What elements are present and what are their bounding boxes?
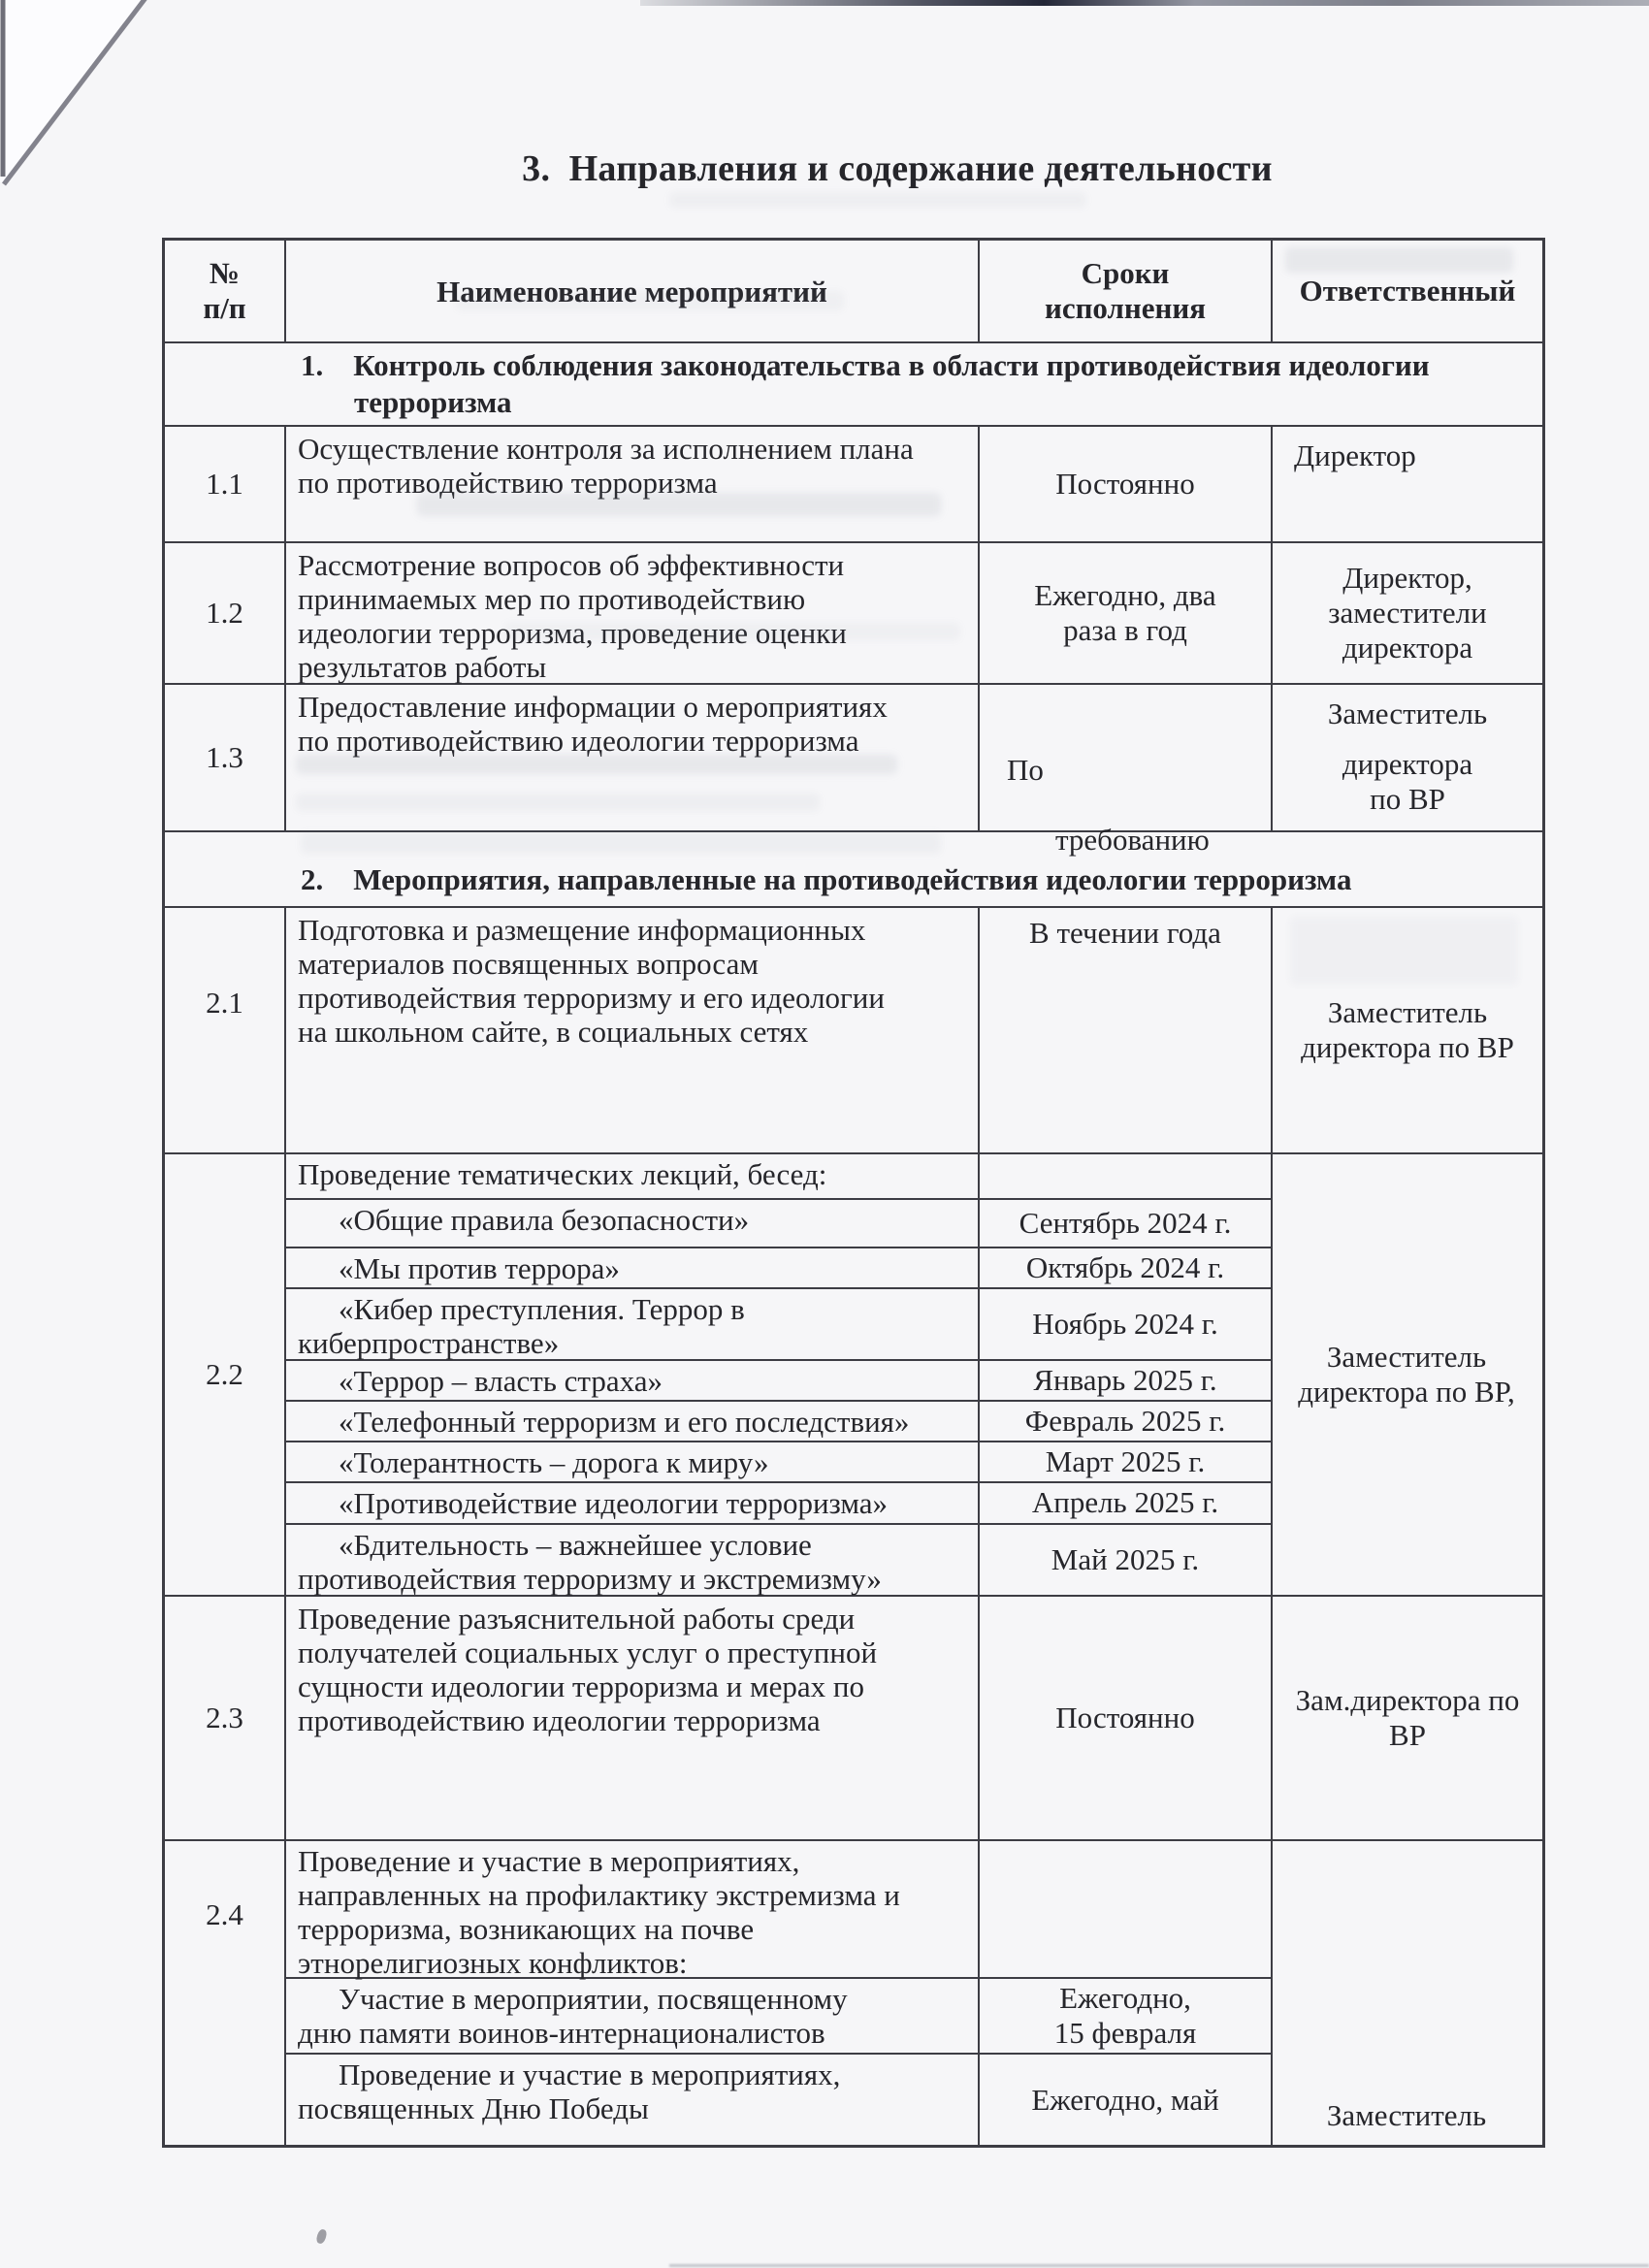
row-2-4-events-block bbox=[286, 1841, 1271, 2145]
row-1-2-term: Ежегодно, два раза в год bbox=[1034, 578, 1216, 647]
table-row bbox=[165, 1597, 1542, 1841]
lectures-intro-term bbox=[980, 1154, 1271, 1198]
section-1-title: 1. Контроль соблюдения законодательства в области противодействия идеологии терроризма bbox=[301, 348, 1430, 419]
scan-edge-artifact bbox=[640, 0, 1649, 6]
event-name: Участие в мероприятии, посвященному дню памяти воинов-интернационалистов bbox=[286, 1979, 980, 2053]
lecture-name: «Противодействие идеологии терроризма» bbox=[286, 1483, 980, 1523]
row-1-2-responsible: Директор, заместители директора bbox=[1271, 543, 1542, 683]
section-2-title: 2. Мероприятия, направленные на противодействия идеологии терроризма bbox=[301, 862, 1352, 896]
row-2-2-responsible: Заместитель директора по ВР, bbox=[1271, 1154, 1540, 1595]
section-2-row bbox=[165, 832, 1542, 908]
row-1-1-responsible: Директор bbox=[1271, 427, 1542, 541]
event-row bbox=[286, 1979, 1271, 2055]
lecture-term: Март 2025 г. bbox=[1045, 1443, 1206, 1478]
row-2-3-responsible: Зам.директора по ВР bbox=[1271, 1597, 1542, 1839]
lecture-term: Сентябрь 2024 г. bbox=[1018, 1205, 1232, 1240]
row-2-4-responsible: Заместитель bbox=[1271, 1841, 1540, 2145]
table-row bbox=[165, 1841, 1542, 2145]
row-1-3-term bbox=[980, 685, 1271, 857]
responsible-line: директора bbox=[1342, 747, 1473, 781]
term-line: По bbox=[1007, 753, 1044, 787]
section-1-row bbox=[165, 343, 1542, 427]
event-row bbox=[286, 2055, 1271, 2145]
lecture-row bbox=[286, 1361, 1271, 1402]
header-term: Сроки исполнения bbox=[1044, 256, 1207, 325]
lecture-term: Май 2025 г. bbox=[1051, 1542, 1200, 1576]
lecture-name: «Мы против террора» bbox=[286, 1248, 980, 1287]
row-1-1-name: Осуществление контроля за исполнением плана по противодействию терроризма bbox=[286, 427, 980, 541]
row-2-2-num: 2.2 bbox=[165, 1154, 286, 1595]
row-1-2-name: Рассмотрение вопросов об эффективности принимаемых мер по противодействию идеологии терроризма, проведение оценки результатов работы bbox=[286, 543, 980, 683]
lectures-intro: Проведение тематических лекций, бесед: bbox=[286, 1154, 980, 1198]
lecture-intro-row bbox=[286, 1154, 1271, 1200]
row-1-3-num: 1.3 bbox=[165, 685, 286, 830]
lecture-row bbox=[286, 1402, 1271, 1442]
lecture-term: Ноябрь 2024 г. bbox=[1032, 1306, 1218, 1341]
responsible-line: по ВР bbox=[1370, 782, 1445, 816]
row-2-1-num: 2.1 bbox=[165, 908, 286, 1152]
event-term: Ежегодно, май bbox=[1031, 2082, 1219, 2117]
table-row bbox=[165, 543, 1542, 685]
table-row bbox=[165, 685, 1542, 857]
page-corner-fold bbox=[0, 0, 165, 194]
events-intro-term bbox=[980, 1841, 1271, 1977]
lecture-term: Апрель 2025 г. bbox=[1031, 1485, 1219, 1520]
responsible-line: Заместитель bbox=[1327, 697, 1488, 730]
lecture-term: Октябрь 2024 г. bbox=[1025, 1249, 1225, 1284]
event-term: Ежегодно, 15 февраля bbox=[1053, 1981, 1197, 2050]
lecture-term: Февраль 2025 г. bbox=[1024, 1403, 1226, 1438]
lecture-name: «Толерантность – дорога к миру» bbox=[286, 1442, 980, 1481]
row-1-3-name: Предоставление информации о мероприятиях по противодействию идеологии терроризма bbox=[286, 685, 980, 830]
row-1-1-num: 1.1 bbox=[165, 427, 286, 541]
event-name: Проведение и участие в мероприятиях, посвященных Дню Победы bbox=[286, 2055, 980, 2145]
row-2-3-name: Проведение разъяснительной работы среди получателей социальных услуг о преступной сущности идеологии терроризма и мерах по противодействию идеологии терроризма bbox=[286, 1597, 980, 1839]
lecture-name: «Кибер преступления. Террор в киберпространстве» bbox=[286, 1289, 980, 1359]
lecture-row bbox=[286, 1442, 1271, 1483]
row-2-3-num: 2.3 bbox=[165, 1597, 286, 1839]
bleed-artifact bbox=[669, 192, 1086, 208]
row-2-3-term: Постоянно bbox=[1055, 1701, 1195, 1734]
events-intro: Проведение и участие в мероприятиях, направленных на профилактику экстремизма и терроризма, возникающих на почве этнорелигиозных конфликтов: bbox=[286, 1841, 980, 1977]
row-2-1-responsible: Заместитель директора по ВР bbox=[1271, 908, 1542, 1152]
lecture-name: «Террор – власть страха» bbox=[286, 1361, 980, 1400]
lecture-term: Январь 2025 г. bbox=[1033, 1362, 1217, 1397]
lecture-name: «Телефонный терроризм и его последствия» bbox=[286, 1402, 980, 1441]
page-title: 3. Направления и содержание деятельности bbox=[522, 148, 1273, 189]
table-row bbox=[165, 427, 1542, 543]
row-2-4-num: 2.4 bbox=[165, 1841, 286, 2145]
row-1-1-term: Постоянно bbox=[1055, 467, 1195, 501]
table-row bbox=[165, 1154, 1542, 1597]
lecture-row bbox=[286, 1289, 1271, 1361]
row-2-2-lectures-block bbox=[286, 1154, 1271, 1595]
row-1-3-responsible bbox=[1271, 685, 1542, 830]
header-num: № п/п bbox=[165, 241, 286, 341]
row-2-1-term: В течении года bbox=[1029, 916, 1221, 950]
lecture-name: «Общие правила безопасности» bbox=[286, 1200, 980, 1246]
header-name: Наименование мероприятий bbox=[286, 241, 980, 341]
lecture-row bbox=[286, 1200, 1271, 1247]
header-responsible: Ответственный bbox=[1271, 241, 1542, 341]
lecture-row bbox=[286, 1483, 1271, 1525]
lecture-row bbox=[286, 1525, 1271, 1595]
lecture-row bbox=[286, 1248, 1271, 1289]
activities-table bbox=[162, 238, 1545, 2148]
lecture-name: «Бдительность – важнейшее условие противодействия терроризму и экстремизму» bbox=[286, 1525, 980, 1595]
row-1-2-num: 1.2 bbox=[165, 543, 286, 683]
scan-edge-artifact bbox=[669, 2264, 1649, 2267]
events-intro-row bbox=[286, 1841, 1271, 1979]
table-header-row bbox=[165, 241, 1542, 343]
row-2-1-name: Подготовка и размещение информационных материалов посвященных вопросам противодействия терроризму и его идеологии на школьном сайте, в социальных сетях bbox=[286, 908, 980, 1152]
term-line: требованию bbox=[1055, 823, 1210, 857]
scan-speck bbox=[315, 2228, 328, 2245]
table-row bbox=[165, 908, 1542, 1154]
